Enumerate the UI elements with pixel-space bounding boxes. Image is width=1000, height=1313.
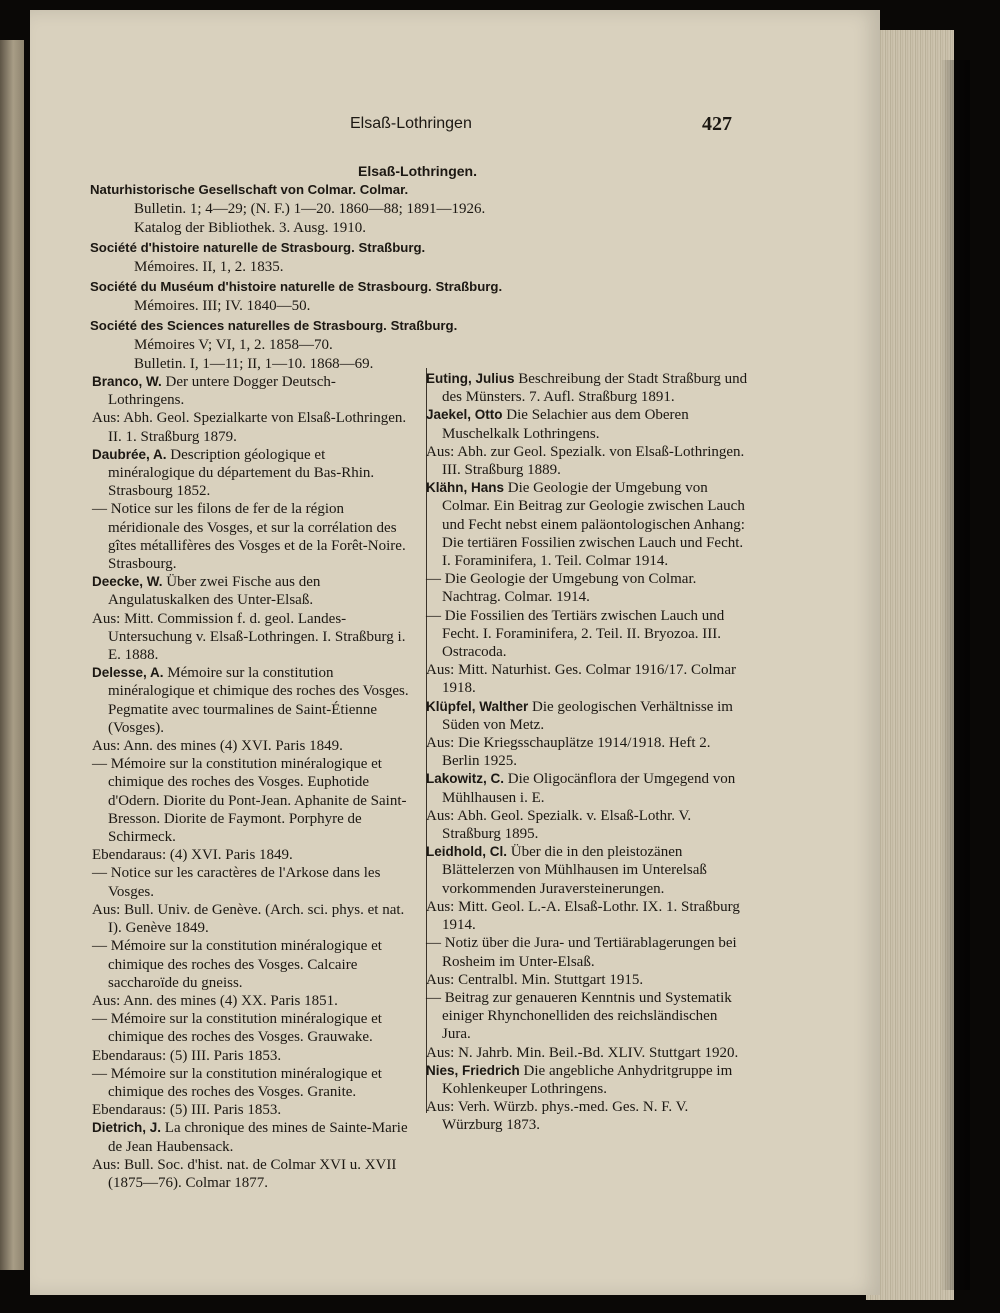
entry-title: Description géologique et minéralogique du département du Bas-Rhin. Strasbourg 1852. (108, 446, 375, 500)
bib-entry (426, 698, 748, 734)
entry-title: Die angebliche Anhydritgruppe im Kohlenkeuper Lothringens. (442, 1062, 733, 1097)
entry-title: Die Oligocänflora der Umgegend von Mühlhausen i. E. (442, 771, 736, 806)
society-holding: Bulletin. I, 1—11; II, 1—10. 1868—69. (134, 356, 374, 372)
entry-source: Aus: Verh. Würzb. phys.-med. Ges. N. F. V. Würzburg 1873. (426, 1099, 689, 1134)
society-heading (90, 238, 790, 258)
entry-title: La chronique des mines de Sainte-Marie de Jean Haubensack. (108, 1120, 408, 1155)
bib-entry (426, 607, 748, 662)
society-list (90, 180, 790, 374)
entry-author: Lakowitz, C. (426, 771, 505, 787)
bib-entry (92, 500, 410, 573)
entry-title: Mémoire sur la constitution minéralogique et chimique des roches des Vosges. Calcaire saccharoïde du gneiss. (108, 938, 382, 991)
ditto-dash: — (426, 607, 441, 624)
bib-entry (92, 1119, 410, 1155)
entry-title: Über die in den pleistozänen Blättelerzen von Mühlhausen im Unterelsaß vorkommenden Juraversteinerungen. (442, 844, 707, 897)
ditto-dash: — (426, 935, 441, 952)
society-holding: Mémoires V; VI, 1, 2. 1858—70. (134, 337, 333, 353)
ditto-dash: — (92, 865, 107, 882)
entry-title: Mémoire sur la constitution minéralogique et chimique des roches des Vosges. Grauwake. (108, 1011, 382, 1046)
entry-source: Aus: Mitt. Geol. L.-A. Elsaß-Lothr. IX. 1. Straßburg 1914. (426, 898, 740, 934)
entry-source: Aus: Mitt. Naturhist. Ges. Colmar 1916/17. Colmar 1918. (426, 662, 736, 697)
ditto-dash: — (426, 571, 441, 588)
society-name: Société du Muséum d'histoire naturelle de Strasbourg. (90, 279, 432, 294)
entry-author: Daubrée, A. (92, 446, 167, 462)
running-title: Elsaß-Lothringen (350, 115, 472, 132)
entry-author: Klähn, Hans (426, 480, 505, 496)
entry-title: Notice sur les caractères de l'Arkose dans les Vosges. (108, 865, 381, 900)
society-heading (90, 316, 790, 336)
entry-title: Mémoire sur la constitution minéralogique et chimique des roches des Vosges. Granite. (108, 1065, 382, 1100)
society-place: Straßburg. (435, 279, 503, 294)
ditto-dash: — (92, 938, 107, 955)
entry-author: Nies, Friedrich (426, 1062, 520, 1078)
entry-author: Dietrich, J. (92, 1120, 162, 1136)
entry-author: Leidhold, Cl. (426, 844, 507, 860)
society-holding: Mémoires. II, 1, 2. 1835. (134, 259, 284, 275)
entry-author: Deecke, W. (92, 574, 163, 590)
society-holding: Bulletin. 1; 4—29; (N. F.) 1—20. 1860—88; 1891—1926. (134, 201, 486, 217)
entry-source: Aus: Mitt. Commission f. d. geol. Landes-Untersuchung v. Elsaß-Lothringen. I. Straßburg i. E. 1888. (92, 610, 406, 664)
entry-author: Delesse, A. (92, 665, 164, 681)
left-column (92, 373, 410, 1192)
entry-title: Über zwei Fische aus den Angulatuskalken des Unter-Elsaß. (108, 574, 321, 609)
bib-entry (92, 1065, 410, 1101)
society-place: Colmar. (359, 182, 409, 197)
facing-page-edge (0, 40, 24, 1270)
bib-entry (92, 373, 410, 409)
entry-title: Notiz über die Jura- und Tertiärablagerungen bei Rosheim im Unter-Elsaß. (442, 935, 737, 970)
entry-title: Mémoire sur la constitution minéralogique et chimique des roches des Vosges. Pegmatite avec tourmalines de Saint-Étienne (Vosges). (108, 665, 409, 736)
bib-entry (426, 934, 748, 970)
bib-entry (426, 843, 748, 898)
entry-title: Beschreibung der Stadt Straßburg und des Münsters. 7. Aufl. Straßburg 1891. (442, 371, 748, 406)
ditto-dash: — (92, 756, 107, 773)
society-place: Straßburg. (390, 318, 458, 333)
entry-author: Klüpfel, Walther (426, 698, 529, 714)
ditto-dash: — (92, 501, 107, 518)
bib-entry (426, 770, 748, 806)
society-heading (90, 180, 790, 200)
entry-source: Aus: Ann. des mines (4) XX. Paris 1851. (92, 992, 338, 1009)
right-column (426, 370, 748, 1135)
bib-entry (92, 864, 410, 900)
entry-source: Aus: Ann. des mines (4) XVI. Paris 1849. (92, 738, 343, 755)
section-title: Elsaß-Lothringen. (358, 163, 477, 179)
bib-entry (426, 1062, 748, 1098)
entry-title: Beitrag zur genaueren Kenntnis und Systematik einiger Rhynchonelliden des reichsländischen Jura. (442, 989, 732, 1043)
society-name: Société des Sciences naturelles de Strasbourg. (90, 318, 387, 333)
bib-entry (92, 664, 410, 737)
entry-source: Aus: Die Kriegsschauplätze 1914/1918. Heft 2. Berlin 1925. (426, 735, 711, 770)
entry-title: Die Fossilien des Tertiärs zwischen Lauch und Fecht. I. Foraminifera, 2. Teil. II. Bryozoa. III. Ostracoda. (442, 607, 725, 661)
entry-title: Notice sur les filons de fer de la région méridionale des Vosges, et sur la corrélation des gîtes métallifères des Vosges et de la Forêt-Noire. Strasbourg. (108, 501, 406, 573)
bib-entry (92, 755, 410, 846)
bib-entry (426, 370, 748, 406)
society-name: Naturhistorische Gesellschaft von Colmar. (90, 182, 357, 197)
entry-source: Aus: Bull. Univ. de Genève. (Arch. sci. phys. et nat. I). Genève 1849. (92, 901, 405, 937)
society-heading (90, 277, 790, 297)
entry-title: Die Selachier aus dem Oberen Muschelkalk Lothringens. (442, 407, 689, 442)
bib-entry (426, 570, 748, 606)
ditto-dash: — (92, 1065, 107, 1082)
ditto-dash: — (426, 989, 441, 1006)
page-number: 427 (702, 113, 732, 135)
bib-entry (92, 446, 410, 501)
entry-source: Aus: Centralbl. Min. Stuttgart 1915. (426, 971, 644, 988)
ditto-dash: — (92, 1011, 107, 1028)
entry-source: Aus: Bull. Soc. d'hist. nat. de Colmar XVI u. XVII (1875—76). Colmar 1877. (92, 1156, 397, 1191)
entry-title: Der untere Dogger Deutsch-Lothringens. (108, 374, 336, 409)
page-stack-shadow (940, 60, 970, 1290)
entry-author: Jaekel, Otto (426, 407, 503, 423)
entry-source: Aus: Abh. Geol. Spezialk. v. Elsaß-Lothr. V. Straßburg 1895. (426, 807, 692, 843)
society-holding: Mémoires. III; IV. 1840—50. (134, 298, 311, 314)
entry-source: Aus: N. Jahrb. Min. Beil.-Bd. XLIV. Stuttgart 1920. (426, 1044, 739, 1061)
society-holding: Katalog der Bibliothek. 3. Ausg. 1910. (134, 220, 367, 236)
society-name: Société d'histoire naturelle de Strasbourg. (90, 240, 355, 255)
bib-entry (426, 989, 748, 1044)
entry-title: Mémoire sur la constitution minéralogique et chimique des roches des Vosges. Euphotide d'Odern. Diorite du Pont-Jean. Aphanite de Saint-Bresson. Diorite de Faymont. Porphyre de Schirmeck. (108, 756, 407, 846)
bib-entry (92, 573, 410, 609)
entry-source: Aus: Abh. zur Geol. Spezialk. von Elsaß-Lothringen. III. Straßburg 1889. (426, 443, 745, 479)
entry-title: Die Geologie der Umgebung von Colmar. Ein Beitrag zur Geologie zwischen Lauch und Fecht nebst einem paläontologischen Anhang: Die tertiären Fossilien zwischen Lauch und Fecht. I. Foraminifera, 1. Teil. Colmar 1914. (442, 480, 745, 570)
society-place: Straßburg. (358, 240, 426, 255)
bib-entry (426, 479, 748, 570)
bib-entry (426, 406, 748, 442)
entry-source: Ebendaraus: (4) XVI. Paris 1849. (92, 847, 293, 864)
bib-entry (92, 937, 410, 992)
entry-source: Ebendaraus: (5) III. Paris 1853. (92, 1047, 282, 1064)
entry-source: Ebendaraus: (5) III. Paris 1853. (92, 1102, 282, 1119)
entry-source: Aus: Abh. Geol. Spezialkarte von Elsaß-Lothringen. II. 1. Straßburg 1879. (92, 410, 407, 445)
entry-title: Die geologischen Verhältnisse im Süden von Metz. (442, 698, 733, 733)
entry-author: Branco, W. (92, 374, 162, 389)
bib-entry (92, 1010, 410, 1046)
entry-author: Euting, Julius (426, 371, 515, 386)
entry-title: Die Geologie der Umgebung von Colmar. Nachtrag. Colmar. 1914. (442, 571, 697, 606)
